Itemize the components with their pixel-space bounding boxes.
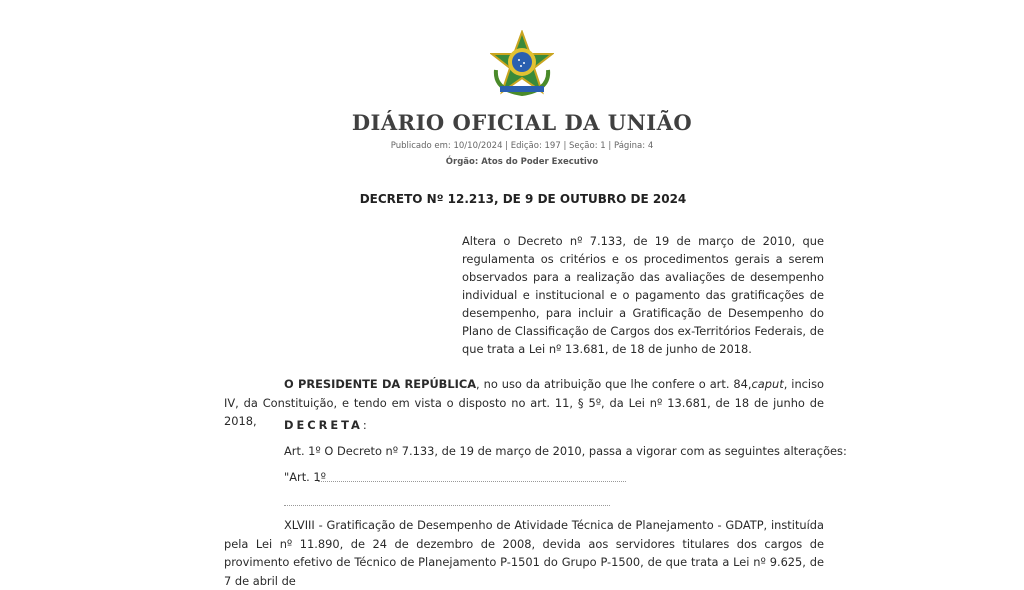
coat-of-arms-icon	[490, 30, 554, 98]
publication-info: Publicado em: 10/10/2024 | Edição: 197 | Seção: 1 | Página: 4	[390, 141, 654, 151]
preamble-text-2: , inciso IV, da Constituição, e tendo em vista o disposto no art. 11, § 5º, da Lei nº 13.681, de 18 de junho de 2018,	[224, 377, 825, 428]
decreta-heading	[284, 418, 367, 432]
dotted-line	[284, 505, 610, 506]
preamble-italic: caput	[751, 377, 784, 391]
dotted-line	[318, 481, 626, 482]
decreta-text: DECRETA	[284, 418, 363, 432]
organ-info: Órgão: Atos do Poder Executivo	[445, 157, 599, 167]
item-xlviii: XLVIII - Gratificação de Desempenho de Atividade Técnica de Planejamento - GDATP, instituída pela Lei nº 11.890, de 24 de dezembro de 2008, devida aos servidores titulares dos cargos de provimento efetivo de Técnico de Planejamento P-1501 do Grupo P-1500, de que trata a Lei nº 9.625, de 7 de abril de	[224, 518, 824, 588]
decree-ementa: Altera o Decreto nº 7.133, de 19 de março de 2010, que regulamenta os critérios e os procedimentos gerais a serem observados para a realização das avaliações de desempenho individual e institucional e o pagamento das gratificações de desempenho, para incluir a Gratificação de Desempenho do Plano de Classificação de Cargos dos ex-Territórios Federais, de que trata a Lei nº 13.681, de 18 de junho de 2018.	[462, 234, 824, 356]
decreta-colon: :	[362, 418, 367, 432]
decree-title: DECRETO Nº 12.213, DE 9 DE OUTUBRO DE 2024	[359, 192, 687, 206]
article-1-quote: "Art. 1º	[284, 470, 327, 484]
article-1: Art. 1º O Decreto nº 7.133, de 19 de março de 2010, passa a vigorar com as seguintes alterações:	[284, 444, 847, 458]
newspaper-title: DIÁRIO OFICIAL DA UNIÃO	[351, 110, 693, 135]
preamble-text: , no uso da atribuição que lhe confere o art. 84,	[476, 377, 752, 391]
preamble-bold: O PRESIDENTE DA REPÚBLICA	[284, 377, 477, 391]
